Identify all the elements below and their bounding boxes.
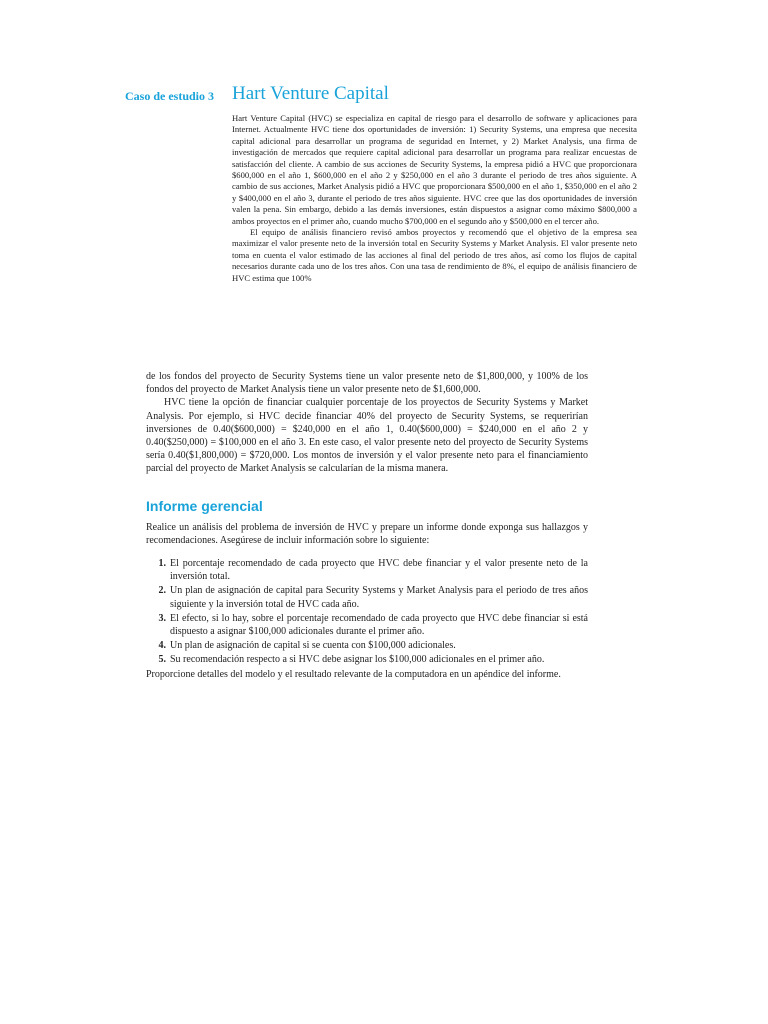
list-item-number: 5.	[158, 654, 166, 666]
continuation-text	[146, 370, 588, 476]
report-intro	[146, 521, 588, 547]
report-intro-paragraph: Realice un análisis del problema de inversión de HVC y prepare un informe donde exponga sus hallazgos y recomendaciones. Asegúrese de incluir información sobre lo siguiente:	[146, 522, 588, 547]
list-item-number: 2.	[158, 585, 166, 597]
list-item	[146, 653, 588, 666]
list-item	[146, 639, 588, 652]
list-item-number: 4.	[158, 640, 166, 652]
list-item-text: Su recomendación respecto a si HVC debe asignar los $100,000 adicionales en el primer año.	[170, 654, 545, 666]
continuation-paragraph: HVC tiene la opción de financiar cualquier porcentaje de los proyectos de Security Systems y Market Analysis. Por ejemplo, si HVC decide financiar 40% del proyecto de Security Systems, se requerirían inversiones de 0.40($600,000) = $240,000 en el año 1, 0.40($600,000) = $240,000 en el año 2 y 0.40($250,000) = $100,000 en el año 3. En este caso, el valor presente neto del proyecto de Security Systems sería 0.40($1,800,000) = $720,000. Los montos de inversión y el valor presente neto para el financiamiento parcial del proyecto de Market Analysis se calcularían de la misma manera.	[146, 397, 588, 475]
case-study-label: Caso de estudio 3	[125, 89, 215, 103]
list-item-text: Un plan de asignación de capital para Security Systems y Market Analysis para el periodo de tres años siguiente y la inversión total de HVC cada año.	[170, 585, 588, 610]
intro-paragraph: El equipo de análisis financiero revisó ambos proyectos y recomendó que el objetivo de la empresa sea maximizar el valor presente neto de la inversión total en Security Systems y Market Analysis. El valor presente neto toma en cuenta el valor estimado de las acciones al final del periodo de tres años, así como los flujos de capital necesarios durante cada uno de los tres años. Con una tasa de rendimiento de 8%, el equipo de análisis financiero de HVC estima que 100%	[232, 227, 637, 283]
list-item-text: Un plan de asignación de capital si se cuenta con $100,000 adicionales.	[170, 640, 456, 652]
list-item-number: 3.	[158, 612, 166, 624]
list-item-number: 1.	[158, 558, 166, 569]
continuation-paragraph: de los fondos del proyecto de Security Systems tiene un valor presente neto de $1,800,000, y 100% de los fondos del proyecto de Market Analysis tiene un valor presente neto de $1,600,000.	[146, 371, 588, 396]
case-study-title: Hart Venture Capital	[232, 83, 389, 104]
list-item	[146, 612, 588, 638]
report-list	[146, 557, 588, 668]
intro-text	[232, 113, 637, 284]
list-item-text: El efecto, si lo hay, sobre el porcentaje recomendado de cada proyecto que HVC debe financiar si está dispuesto a asignar $100,000 adicionales durante el primer año.	[170, 612, 588, 638]
list-item	[146, 584, 588, 610]
list-item-text: El porcentaje recomendado de cada proyecto que HVC debe financiar y el valor presente neto de la inversión total.	[170, 558, 588, 583]
closing-paragraph: Proporcione detalles del modelo y el resultado relevante de la computadora en un apéndice del informe.	[146, 669, 561, 680]
closing-text	[146, 668, 588, 681]
intro-paragraph: Hart Venture Capital (HVC) se especializa en capital de riesgo para el desarrollo de software y aplicaciones para Internet. Actualmente HVC tiene dos oportunidades de inversión: 1) Security Systems, una empresa que necesita capital adicional para desarrollar un programa de seguridad en Internet, y 2) Market Analysis, una firma de investigación de mercados que requiere capital adicional para desarrollar un programa para realizar encuestas de satisfacción del cliente. A cambio de sus acciones de Security Systems, la empresa pidió a HVC que proporcionara $600,000 en el año 1, $600,000 en el año 2 y $250,000 en el año 3 durante el periodo de tres años siguiente. A cambio de sus acciones, Market Analysis pidió a HVC que proporcionara $500,000 en el año 1, $350,000 en el año 2 y $400,000 en el año 3, durante el periodo de tres años siguiente. HVC cree que las dos oportunidades de inversión valen la pena. Sin embargo, debido a las demás inversiones, están dispuestos a asignar como máximo $800,000 a ambos proyectos en el primer año, cuando mucho $700,000 en el segundo año y $500,000 en el tercer año.	[232, 113, 637, 226]
section-heading-report: Informe gerencial	[146, 498, 263, 514]
list-item	[146, 557, 588, 583]
